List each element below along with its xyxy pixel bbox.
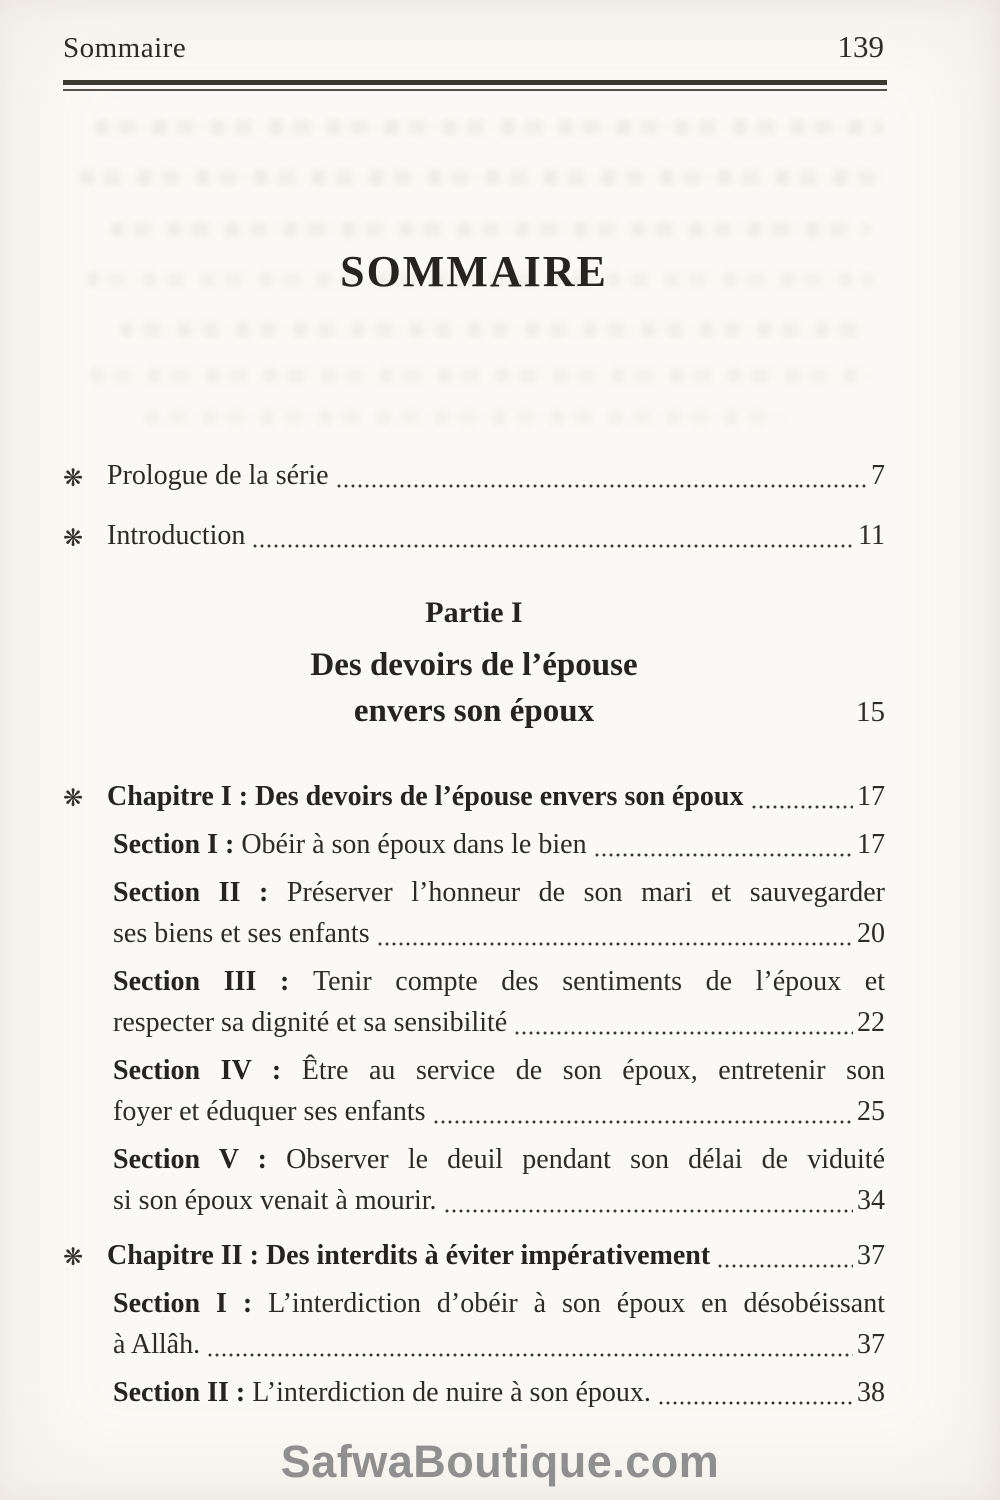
section-line-1: [113, 872, 885, 913]
part-kicker: Partie I: [425, 596, 523, 629]
section-text-line1: Tenir compte des sentiments de l’époux et: [312, 966, 885, 997]
section-label: Section II :: [113, 877, 287, 908]
dot-leader: [514, 1030, 853, 1036]
section-entry: [113, 1050, 885, 1132]
chapter-title: Des devoirs de l’épouse envers son époux: [255, 781, 744, 812]
chapter-block: [63, 1235, 885, 1413]
toc-entry: [63, 456, 885, 496]
part-page-number: 15: [856, 696, 885, 728]
chapter-label: Chapitre II :: [107, 1240, 266, 1271]
bleedthrough-artifact: [95, 120, 885, 135]
chapter-list: [63, 776, 885, 1420]
part-title-line1: Des devoirs de l’épouse: [310, 647, 638, 683]
section-text-line1: L’interdiction d’obéir à son époux en désobéissant: [268, 1288, 886, 1319]
section-entry: [113, 824, 885, 865]
chapter-page: 17: [857, 781, 885, 812]
part-title: [63, 642, 885, 734]
running-header-title: Sommaire: [63, 32, 187, 64]
section-text-line2: foyer et éduquer ses enfants: [113, 1096, 426, 1127]
section-text-line1: Être au service de son époux, entretenir son: [301, 1055, 885, 1086]
section-line-2: [113, 1091, 885, 1132]
section-page: 38: [857, 1377, 885, 1408]
toc-entry: [63, 516, 885, 556]
dot-leader: [336, 483, 867, 489]
page-title: SOMMAIRE: [340, 247, 608, 296]
section-page: 20: [857, 918, 885, 949]
section-entry: [113, 1139, 885, 1221]
section-entry: [113, 1372, 885, 1413]
dot-leader: [207, 1352, 853, 1358]
dot-leader: [444, 1208, 853, 1214]
section-label: Section III :: [113, 966, 313, 997]
section-page: 25: [857, 1096, 885, 1127]
section-text-line1: Observer le deuil pendant son délai de viduité: [286, 1144, 885, 1175]
section-label: Section IV :: [113, 1055, 302, 1086]
section-text-line2: ses biens et ses enfants: [113, 918, 370, 949]
dot-leader: [658, 1400, 853, 1406]
section-entry: [113, 961, 885, 1043]
dot-leader: [252, 543, 854, 549]
section-entry: [113, 1283, 885, 1365]
section-label: Section V :: [113, 1144, 287, 1175]
section-page: 37: [857, 1329, 885, 1360]
section-list: [113, 824, 885, 1221]
section-text-line2: à Allâh.: [113, 1329, 201, 1360]
bleedthrough-artifact: [90, 368, 870, 383]
bleedthrough-artifact: [80, 170, 885, 185]
toc-entry-label: Prologue de la série: [107, 460, 329, 491]
bleedthrough-artifact: [145, 410, 785, 425]
section-text-line1: Préserver l’honneur de son mari et sauvegarder: [286, 877, 885, 908]
section-line-2: [113, 1002, 885, 1043]
chapter-title: Des interdits à éviter impérativement: [265, 1240, 711, 1271]
flower-bullet-icon: ❋: [63, 1243, 84, 1271]
part-title-line2: envers son époux: [353, 693, 595, 729]
section-line-2: [113, 1180, 885, 1221]
dot-leader: [594, 852, 853, 858]
header-double-rule: [63, 80, 887, 91]
page-number-header: 139: [837, 29, 884, 64]
section-line: [113, 1372, 885, 1413]
section-label: Section I :: [113, 829, 242, 860]
chapter-label: Chapitre I :: [107, 781, 256, 812]
section-line-1: [113, 1139, 885, 1180]
toc-entry-page: 7: [871, 460, 885, 491]
section-line-2: [113, 1324, 885, 1365]
section-entry: [113, 872, 885, 954]
section-text-line2: si son époux venait à mourir.: [113, 1185, 437, 1216]
bleedthrough-artifact: [110, 222, 870, 237]
dot-leader: [751, 804, 854, 810]
section-text-line2: respecter sa dignité et sa sensibilité: [113, 1007, 508, 1038]
flower-bullet-icon: ❋: [63, 784, 84, 812]
flower-bullet-icon: ❋: [63, 464, 84, 492]
front-items: [63, 456, 885, 576]
section-line-1: [113, 1050, 885, 1091]
section-label: Section I :: [113, 1288, 269, 1319]
watermark: SafwaBoutique.com: [280, 1436, 720, 1487]
dot-leader: [433, 1119, 853, 1125]
section-page: 22: [857, 1007, 885, 1038]
chapter-page: 37: [857, 1240, 885, 1271]
section-page: 34: [857, 1185, 885, 1216]
bleedthrough-artifact: [120, 322, 865, 337]
section-list: [113, 1283, 885, 1413]
section-line-1: [113, 961, 885, 1002]
chapter-entry: [63, 1235, 885, 1276]
section-line: [113, 824, 885, 865]
flower-bullet-icon: ❋: [63, 524, 84, 552]
section-label: Section II :: [113, 1377, 253, 1408]
part-heading: [63, 594, 885, 734]
section-text: Obéir à son époux dans le bien: [241, 829, 587, 860]
section-text: L’interdiction de nuire à son époux.: [252, 1377, 651, 1408]
toc-entry-label: Introduction: [107, 520, 246, 551]
toc-entry-page: 11: [858, 520, 885, 551]
dot-leader: [717, 1263, 853, 1269]
chapter-block: [63, 776, 885, 1221]
section-page: 17: [857, 829, 885, 860]
chapter-entry: [63, 776, 885, 817]
dot-leader: [377, 941, 853, 947]
section-line-2: [113, 913, 885, 954]
section-line-1: [113, 1283, 885, 1324]
